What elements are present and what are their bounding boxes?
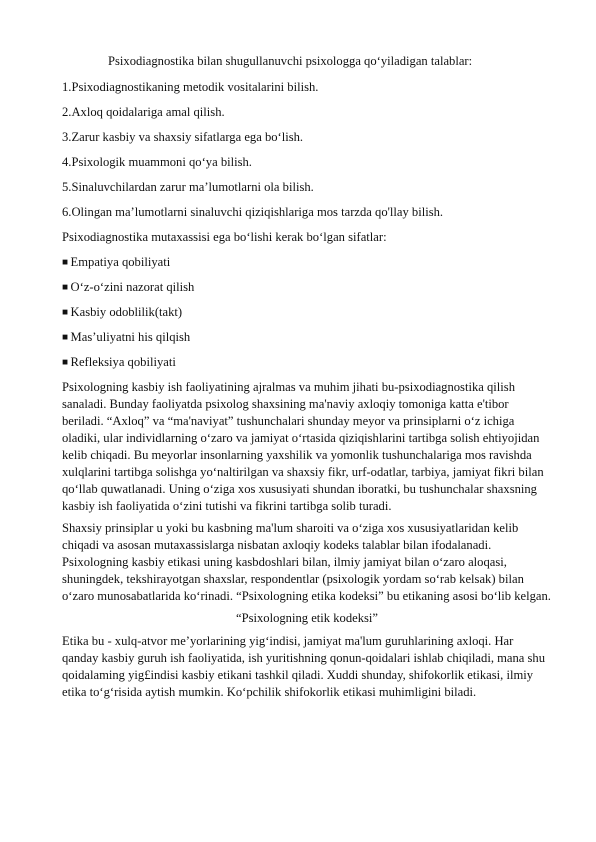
list-item: 4.Psixologik muammoni qo‘ya bilish. bbox=[62, 155, 252, 169]
document-page bbox=[62, 53, 552, 706]
bullet-item: ■ Kasbiy odoblilik(takt) bbox=[62, 304, 552, 321]
section-title: “Psixologning etik kodeksi” bbox=[235, 611, 379, 625]
bullet-item: ■ Refleksiya qobiliyati bbox=[62, 354, 552, 371]
list-item: 2.Axloq qoidalariga amal qilish. bbox=[62, 105, 225, 119]
paragraph-professional-activity: Psixologning kasbiy ish faoliyatining ajralmas va muhim jihati bu-psixodiagnostika qilish sanaladi. Bunday faoliyatda psixolog shaxsining ma'naviy axloqiy tomoniga katta e'tibor beriladi. “Axloq” va “ma'naviyat” tushunchalari shunday meyor va prinsiplarni o‘z ichiga oladiki, ular individlarning o‘zaro va jamiyat o‘rtasida qiziqishlarini tartibga solish ehtiyojidan kelib chiqadi. Bu meyorlar insonlarning yaxshilik va yomonlik tushunchalariga mos ravishda xulqlarini tartibga solishga yo‘naltirilgan va shaxsiy fikr, urf-odatlar, tarbiya, jamiyat fikri bilan qo‘llab quwatlanadi. Uning o‘ziga xos xususiyati shundan iboratki, bu tushunchalar shaxsning kasbiy ish faoliyatida o‘zini tutishi va fikrini tartibga solib turadi. bbox=[62, 380, 544, 513]
paragraph-ethics: Etika bu - xulq-atvor me’yorlarining yig‘indisi, jamiyat ma'lum guruhlarining axloqi. Har qanday kasbiy guruh ish faoliyatida, ish yuritishning qonun-qoidalari ishlab chiqiladi, mana shu qoidalaming yig£indisi kasbiy etikani tashkil qiladi. Xuddi shunday, shifokorlik etikasi, ilmiy etika to‘g‘risida aytish mumkin. Ko‘pchilik shifokorlik etikasi muhimligini biladi. bbox=[62, 634, 546, 699]
bullet-item: ■ Mas’uliyatni his qilqish bbox=[62, 329, 552, 346]
list-item: 6.Olingan ma’lumotlarni sinaluvchi qiziqishlariga mos tarzda qo'llay bilish. bbox=[62, 205, 444, 219]
list-item: 5.Sinaluvchilardan zarur ma’lumotlarni ola bilish. bbox=[62, 180, 314, 194]
requirements-list bbox=[62, 79, 552, 221]
document-heading: Psixodiagnostika bilan shugullanuvchi psixologga qo‘yiladigan talablar: bbox=[108, 54, 473, 68]
list-item: 1.Psixodiagnostikaning metodik vositalarini bilish. bbox=[62, 80, 319, 94]
list-item: 3.Zarur kasbiy va shaxsiy sifatlarga ega bo‘lish. bbox=[62, 130, 304, 144]
bullet-item: ■ Empatiya qobiliyati bbox=[62, 254, 552, 271]
paragraph-personal-principles: Shaxsiy prinsiplar u yoki bu kasbning ma'lum sharoiti va o‘ziga xos xususiyatlaridan kelib chiqadi va asosan mutaxassislarga nisbatan axloqiy kodeks talablar bilan ifodalanadi. Psixologning kasbiy etikasi uning kasbdoshlari bilan, ilmiy jamiyat bilan o‘zaro aloqasi, shuningdek, tekshirayotgan shaxslar, respondentlar (psixologik yordam so‘rab kelsak) bilan o‘zaro munosabatlarida ko‘rinadi. “Psixologning etika kodeksi” bu etikaning asosi bo‘lib kelgan. bbox=[62, 521, 551, 603]
bullet-item: ■ O‘z-o‘zini nazorat qilish bbox=[62, 279, 552, 296]
qualities-list bbox=[62, 254, 552, 371]
qualities-intro: Psixodiagnostika mutaxassisi ega bo‘lishi kerak bo‘lgan sifatlar: bbox=[62, 230, 387, 244]
